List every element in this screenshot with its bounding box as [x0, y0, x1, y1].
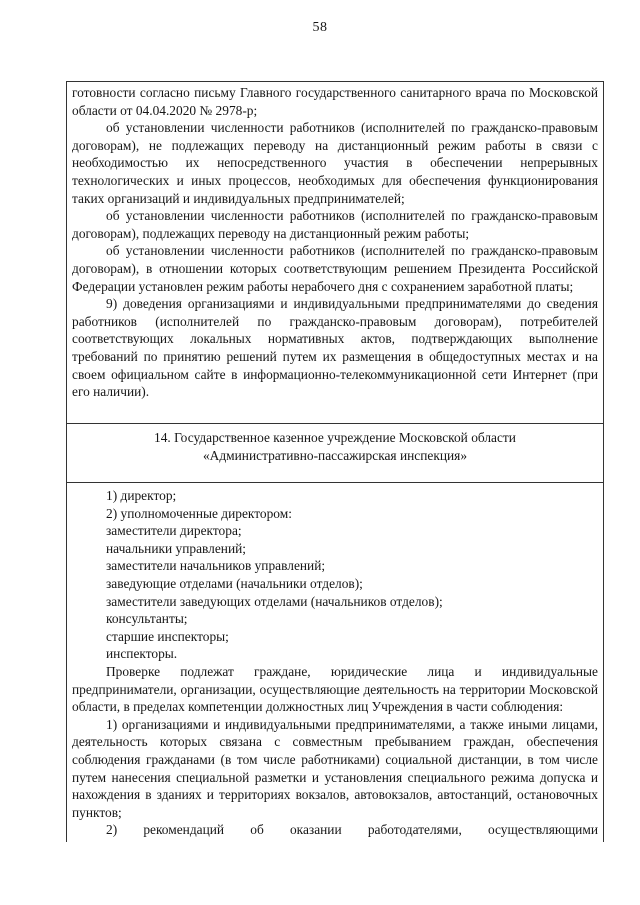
section-title: 14. Государственное казенное учреждение Московской области	[154, 430, 516, 445]
official-item: заместители заведующих отделами (начальников отделов);	[106, 593, 443, 609]
official-item: 1) директор;	[106, 488, 177, 503]
official-item: начальники управлений;	[106, 540, 246, 556]
official-item: заведующие отделами (начальники отделов);	[106, 575, 363, 591]
page-number: 58	[312, 20, 328, 35]
paragraph: 2) рекомендаций об оказании работодателями, осуществляющими	[106, 822, 598, 838]
official-item: 2) уполномоченные директором:	[106, 505, 292, 521]
paragraph: об установлении численности работников (исполнителей по гражданско-правовым договорам), не подлежащих переводу на дистанционный режим работы в связи с необходимостью их непосредственного участия в обеспечении непрерывных технологических и иных процессов, необходимых для обеспечения функционирования таких организаций и индивидуальных предпринимателей;	[72, 120, 598, 206]
official-item: заместители директора;	[106, 523, 242, 539]
official-item: консультанты;	[106, 611, 188, 627]
section-body-cell	[67, 483, 603, 842]
official-item: заместители начальников управлений;	[106, 558, 326, 574]
section-subtitle: «Административно-пассажирская инспекция»	[202, 447, 468, 463]
section-header-cell	[67, 424, 603, 483]
paragraph: 1) организациями и индивидуальными предпринимателями, а также иными лицами, деятельность которых связана с совместным пребыванием граждан, обеспечения соблюдения гражданами (в том числе работниками) социальной дистанции, в том числе путем нанесения специальной разметки и установления специального режима допуска и нахождения в зданиях и территориях вокзалов, автовокзалов, автостанций, остановочных пунктов;	[72, 716, 598, 820]
official-item: инспекторы.	[106, 646, 178, 662]
paragraph: 9) доведения организациями и индивидуальными предпринимателями до сведения работников (исполнителей по гражданско-правовым договорам), потребителей соответствующих локальных нормативных актов, подтверждающих выполнение требований по принятию решений путем их размещения в общедоступных местах и на своем официальном сайте в информационно-телекоммуникационной сети Интернет (при его наличии).	[72, 296, 598, 400]
paragraph: об установлении численности работников (исполнителей по гражданско-правовым договорам), в отношении которых соответствующим решением Президента Российской Федерации установлен режим работы нерабочего дня с сохранением заработной платы;	[72, 243, 598, 294]
paragraph: Проверке подлежат граждане, юридические лица и индивидуальные предприниматели, организации, осуществляющие деятельность на территории Московской области, в пределах компетенции должностных лиц Учреждения в части соблюдения:	[72, 663, 598, 715]
paragraph: об установлении численности работников (исполнителей по гражданско-правовым договорам), подлежащих переводу на дистанционный режим работы;	[72, 208, 598, 241]
continuation-cell	[67, 81, 603, 424]
document-table	[66, 81, 604, 842]
official-item: старшие инспекторы;	[106, 628, 229, 644]
paragraph: готовности согласно письму Главного государственного санитарного врача по Московской области от 04.04.2020 № 2978-р;	[72, 85, 598, 118]
